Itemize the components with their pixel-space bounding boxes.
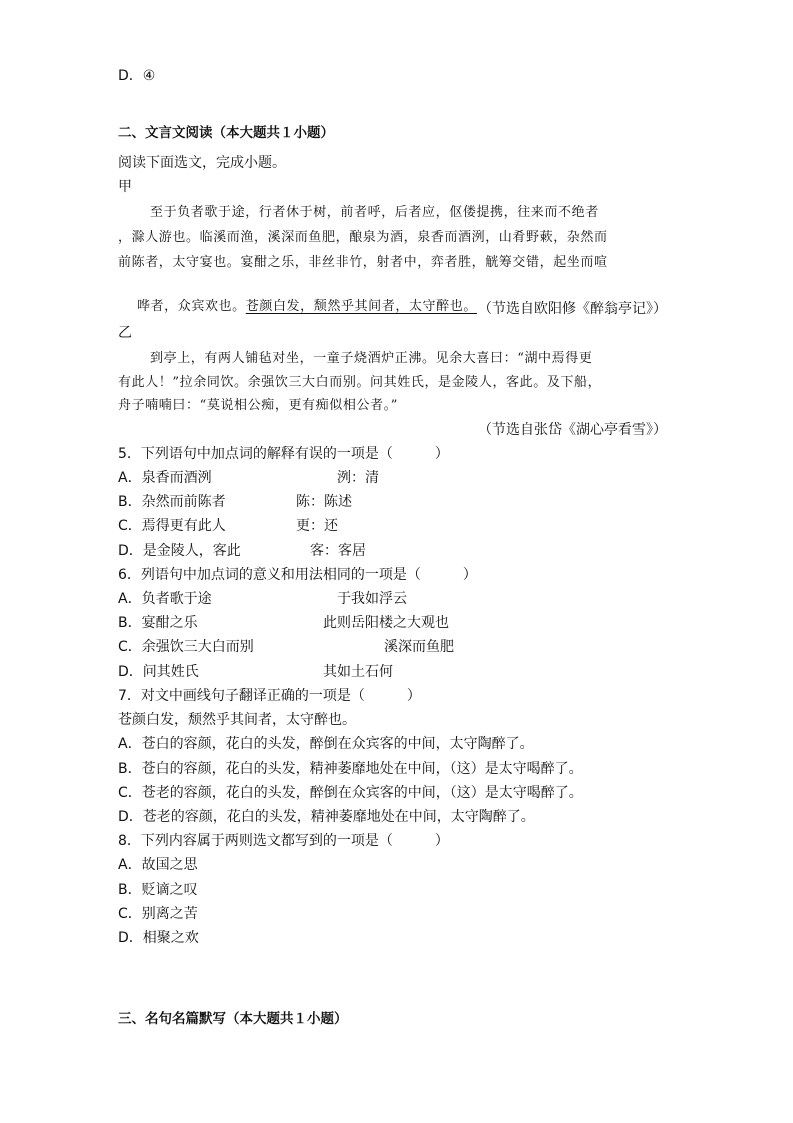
section3-heading: 三、名句名篇默写（本大题共１小题） <box>118 1011 348 1027</box>
q7-option-b: B．苍白的容颜，花白的头发，精神萎靡地处在中间，（这）是太守喝醉了。 <box>118 761 583 777</box>
passage-jia-label: 甲 <box>118 179 132 195</box>
q8-option-d: D．相聚之欢 <box>118 930 199 946</box>
top-option: D．④ <box>118 68 156 84</box>
option-text: D．是金陵人，客此 <box>118 543 241 559</box>
passage-line: 前陈者，太守宴也。宴酣之乐，非丝非竹，射者中，弈者胜，觥筹交错，起坐而喧 <box>118 255 608 270</box>
passage-line: ，滁人游也。临溪而渔，溪深而鱼肥，酿泉为酒，泉香而酒洌，山肴野蔌，杂然而 <box>118 230 608 245</box>
option-gloss: 客：客居 <box>310 543 366 559</box>
passage-line: 到亭上，有两人铺毡对坐，一童子烧酒炉正沸。见余大喜曰：“湖中焉得更 <box>150 351 593 366</box>
q8-option-b: B．贬谪之叹 <box>118 882 198 898</box>
question-5-stem: 5．下列语句中加点词的解释有误的一项是（ ） <box>118 446 449 462</box>
passage-line: 至于负者歌于途，行者休于树，前者呼，后者应，伛偻提携，往来而不绝者 <box>150 205 599 220</box>
underlined-sentence: 苍颜白发，颓然乎其间者，太守醉也。 <box>245 299 477 314</box>
q8-option-a: A．故国之思 <box>118 857 198 873</box>
question-8-stem: 8．下列内容属于两则选文都写到的一项是（ ） <box>118 833 449 849</box>
question-6-stem: 6．列语句中加点词的意义和用法相同的一项是（ ） <box>118 567 477 583</box>
passage-line: 舟子喃喃曰：“莫说相公痴，更有痴似相公者。” <box>118 398 398 413</box>
option-compare: 其如土石何 <box>323 664 393 680</box>
option-text: A．泉香而酒洌 <box>118 470 212 486</box>
option-text: C．焉得更有此人 <box>118 518 226 534</box>
passage-line <box>118 277 477 337</box>
passage-yi-source: （节选自张岱《湖心亭看雪》） <box>478 422 667 438</box>
option-compare: 此则岳阳楼之大观也 <box>323 615 449 631</box>
section2-heading: 二、文言文阅读（本大题共１小题） <box>118 125 334 141</box>
option-text: C．余强饮三大白而别 <box>118 639 254 655</box>
q7-option-d: D．苍老的容颜，花白的头发，精神萎靡地处在中间，太守陶醉了。 <box>118 809 535 825</box>
option-text: B．杂然而前陈者 <box>118 494 226 510</box>
q7-option-c: C．苍老的容颜，花白的头发，醉倒在众宾客的中间，（这）是太守喝醉了。 <box>118 785 583 801</box>
q7-sentence: 苍颜白发，颓然乎其间者，太守醉也。 <box>118 712 356 728</box>
option-compare: 于我如浮云 <box>337 591 407 607</box>
question-7-stem: 7．对文中画线句子翻译正确的一项是（ ） <box>118 688 421 704</box>
instruction: 阅读下面选文，完成小题。 <box>118 155 286 171</box>
passage-text: 哗者，众宾欢也。 <box>136 299 246 314</box>
option-gloss: 洌：清 <box>337 470 379 486</box>
q7-option-a: A．苍白的容颜，花白的头发，醉倒在众宾客的中间，太守陶醉了。 <box>118 736 534 752</box>
option-compare: 溪深而鱼肥 <box>384 639 454 655</box>
passage-jia-source: （节选自欧阳修《醉翁亭记》） <box>478 301 667 317</box>
option-gloss: 陈：陈述 <box>296 494 352 510</box>
option-text: B．宴酣之乐 <box>118 615 198 631</box>
option-text: A．负者歌于途 <box>118 591 212 607</box>
q8-option-c: C．别离之苦 <box>118 906 198 922</box>
passage-yi-label: 乙 <box>118 325 132 341</box>
option-gloss: 更：还 <box>296 518 338 534</box>
option-text: D．问其姓氏 <box>118 664 199 680</box>
passage-line: 有此人！”拉余同饮。余强饮三大白而别。问其姓氏，是金陵人，客此。及下船， <box>118 375 602 390</box>
